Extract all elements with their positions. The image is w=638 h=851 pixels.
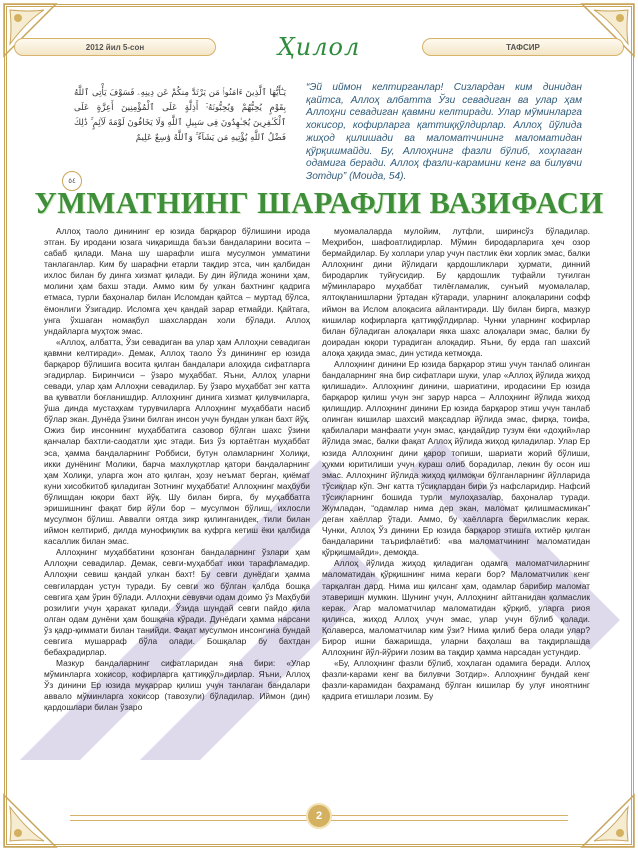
article-paragraph: «Аллоҳ, албатта, Ўзи севадиган ва улар ҳам Аллоҳни севадиган қавмни келтиради». Демак, Аллоҳ таоло Ўз динининг ер юзида барқарор бўлишига восита қилган бандалари алоҳида сифатларга эгадирлар. Биринчиси – ўзаро муҳаббат. Яъни, Аллоҳ уларни севади, улар ҳам Аллоҳни севадилар. Бу ўзаро муҳаббат энг катта ва қувватли боғланишдир. Аллоҳнинг динига хизмат қилувчиларга, ўша динда мустаҳкам турувчиларга Аллоҳнинг муҳаббати насиб бўлар экан. Дунёда ўзини билган инсон учун бундан улкан бахт йўқ. Ожиз бир инсоннинг муҳаббатига сазовор бўлган шахс ўзини қанчалар бахтли-саодатли ҳис этади. Биз ўз юртаётган муҳаббат эса, ҳамма бандаларнинг Роббиси, бутун оламларнинг Холиқи, икки дунёнинг Молики, барча махлуқотлар қатори бандаларнинг ҳам Холиқи, уларга жон ато қилган, ҳозу неъмат берган, қиёмат куни хисобкитоб қиладиган Зотнинг муҳаббати! Аллоҳнинг маҳбуби бўлишдан юқори бахт йўқ. Шу билан бирга, бу муҳаббатга эришишнинг фақат бир йўли бор – мусулмон бўлиш, ихлосли мусулмон бўлиш. Аввалги оятда зикр қилинганидек, тили билан иймон келтириб, дилда мунофиқлик ва куфрга кетиш ёки қалбида касаллик билан эмас. [44,336,310,547]
article-paragraph: Мазкур бандаларнинг сифатларидан яна бири: «Улар мўминларга хокисор, кофирларга қаттиққўл»дирлар. Яъни, Аллоҳ Ўз динини Ер юзида муқаррар қилиш учун танлаган бандалари аввало мўминларга хокисор (тавозули) бўладилар. Иймон (дин) қардошлари билан ўзаро [44,658,310,713]
corner-ornament [0,791,60,851]
article-paragraph: муомалаларда мулойим, лутфли, ширинсўз бўладилар. Меҳрибон, шафоатлидирлар. Мўмин биродарларига ҳеч озор бермайдилар. Бу холлари улар учун пастлик ёки хорлик эмас, балки Аллоҳнинг дини йўлидаги қардошликлари ҳурмати, динний биродарлик туйғусидир. Бу қардошлик туфайли туғилган мўминларaро муҳаббат тилёғламалик, сунъий муомалалар, ялтоқланишларни ўртадан кўтаради, уларнинг алоқаларини софф иймон ва Ислом алоқасига айлантиради. Шу билан бирга, мазкур кишилар кофирларга қаттиққўлдирлар. Чунки уларнинг кофирлар билан бўладиган алоқалари якка шахс алоқалари эмас, балки бу доирадан юқори турадиган алоқадир. Яъни, бу ерда гап шахсий алоқа ҳақида эмас, дин устида кетмоқда. [322,226,590,358]
section-label: ТАФСИР [422,38,624,56]
article-column-left [44,226,310,796]
article-paragraph: Аллоҳ таоло динининг ер юзида барқарор бўлишини ирода этган. Бу иродани юзага чиқаришда баъзи бандаларини восита – сабаб қилади. Мана шу шарафли ишга мусулмон умматини танлаганлар. Ким бу шарафни етарли тақдир этса, чин қалбидан ихлос билан бу динга хизмат қилади. Бу дин йўлида жонини ҳам, молини ҳам бахш этади. Аммо ким бу улкан бахтнинг қадрига етмаса, турли баҳоналар билан Исломдан қайтса – муртад бўлса, ёмонлиги Ўзигадир. Исломга ҳеч қандай зарар етмайди. Қайтага, унга ўхшаган номақбул шахслардан холи бўлади. Аллоҳ ундайларга муҳтож эмас. [44,226,310,336]
ayah-arabic-text: يَـٰٓأَيُّهَا ٱلَّذِينَ ءَامَنُوا۟ مَن يَرْتَدَّ مِنكُمْ عَن دِينِهِۦ فَسَوْفَ يَأْتِى ٱللَّهُ بِقَوْمٍ يُحِبُّهُمْ وَيُحِبُّونَهُۥٓ أَذِلَّةٍ عَلَى ٱلْمُؤْمِنِينَ أَعِزَّةٍ عَلَى ٱلْكَـٰفِرِينَ يُجَـٰهِدُونَ فِى سَبِيلِ ٱللَّهِ وَلَا يَخَافُونَ لَوْمَةَ لَآئِمٍ ۚ ذَٰلِكَ فَضْلُ ٱللَّهِ يُؤْتِيهِ مَن يَشَآءُ ۚ وَٱللَّهُ وَٰسِعٌ عَلِيمٌ [74,88,286,143]
issue-label: 2012 йил 5-сон [14,38,216,56]
article-paragraph: Аллоҳнинг муҳаббатини қозонган бандаларнинг ўзлари ҳам Аллоҳни севадилар. Демак, севги-муҳаббат икки тарафламадир. Аллоҳни севиш қандай улкан бахт! Бу севги дунёдаги ҳамма севгилардан устун туради. Бу севги жо бўлган қалбда бошқа севгига ҳам ўрин бўлади. Аллоҳни севувчи одам доимо ўз Маҳбуби розилиги учун ҳаракат қилади. Ўзида шундай севги пайдо қила олган одам дунёни ҳам бошқача кўради. Дунёдаги ҳамма нарсани ўз қадр-қиммати билан танийди. Фақат мусулмон инсонгина бундай севгига мушарраф бўла олади. Бошқалар бу бахтдан бебаҳрадирлар. [44,547,310,657]
ayah-number: ٥٤ [62,171,82,191]
corner-ornament [578,791,638,851]
page-number: 2 [306,803,332,829]
page-header [14,34,624,60]
article-paragraph: Аллоҳнинг динини Ер юзида барқарор этиш учун танлаб олинган бандаларнинг яна бир сифатлари шуки, улар «Аллоҳ йўлида жиҳод қилишади». Аллоҳнинг динини, шариатини, иродасини Ер юзида барқарор қилиш учун энг зарур нарса – Аллоҳнинг йўлида жиҳод қилишдир. Аллоҳнинг динини Ер юзида барқарор этиш учун танлаб олинган кишилар шахсий мақсадлар йўлида эмас, фирқа, тоифа, қабилалари манфаати учун эмас, қандайдир тузум ёки «доҳий»лар йўлида эмас, балки фақат Аллоҳ йўлида жиҳод қиладилар. Улар Ер юзида Аллоҳнинг дини қарор топиши, шариати жорий бўлиши, ҳукми юритилиши учун кураш олиб борадилар, лекин бу осон иш эмас. Аллоҳнинг йўлида жиҳод қилмоқчи бўлганларнинг йўлларида тўсиқлар кўп. Энг катта тўсиқлардан бири ўз нафсларидир. Нафсий тўсиқларнинг бошида турли мулоҳазалар, баҳоналар туради. Жумладан, “одамлар нима дер экан, маломат қилишмасмикан” деган хаёллар ўтади. Аммо, бу хаёлларга берилмаслик керак. Чунки, Аллоҳ Ўз динини Ер юзида барқарор этишга ихтиёр қилган бандаларини таърифлаётиб: «ва маломатчининг маломатидан қўрқишмайди», демоқда. [322,358,590,558]
article-title: УММАТНИНГ ШАРАФЛИ ВАЗИФАСИ [34,186,604,220]
magazine-logo: Ҳилол [277,33,361,61]
article-column-right [322,226,590,796]
article-paragraph: Аллоҳ йўлида жиҳод қиладиган одамга маломатчиларнинг маломатидан қўрқишнинг нима кераги бор? Маломатчилик кенг тарқалган дард. Нима иш қилсанг ҳам, одамлар барибир маломат этаверишн мумкин. Шунинг учун, Аллоҳнинг айтганидан қолмаслик керак. Агар маломатчилар маломатидан қўрқиб, уларга риоя қилинса, жиҳод Аллоҳ учун эмас, улар учун бўлиб қолади. Қолаверса, маломатчилар ким ўзи? Нима қилиб бера олади улар? Бирор ишни бажаришда, уларни баҳолаш ва тақдирлашда Аллоҳнинг йўл-йўриғи лозим ва тақдир ҳамма нарсадан устундир. [322,558,590,657]
article-paragraph: «Бу, Аллоҳнинг фазли бўлиб, хоҳлаган одамига беради. Аллоҳ фазли-карами кенг ва билувчи Зотдир». Аллоҳнинг бундай кенг фазли-карамидан баҳраманд бўлган кишилар бу улуғ иноятнинг қадрига етишлари лозим. Бу [322,658,590,702]
ayah-translation: “Эй иймон келтирганлар! Сизлардан ким динидан қайтса, Аллоҳ албатта Ўзи севадиган ва улар ҳам Аллоҳни севадиган қавмни келтиради. Улар мўминларга хокисор, кофирларга қаттиққўлдирлар. Аллоҳ йўлида жиҳод қилишади ва маломатчининг маломатидан қўрқишмайди. Бу, Аллоҳнинг фазли бўлиб, хоҳлаган одамига беради. Аллоҳ фазли-карамини кенг ва билувчи Зотдир” (Моида, 54). [306,82,582,182]
